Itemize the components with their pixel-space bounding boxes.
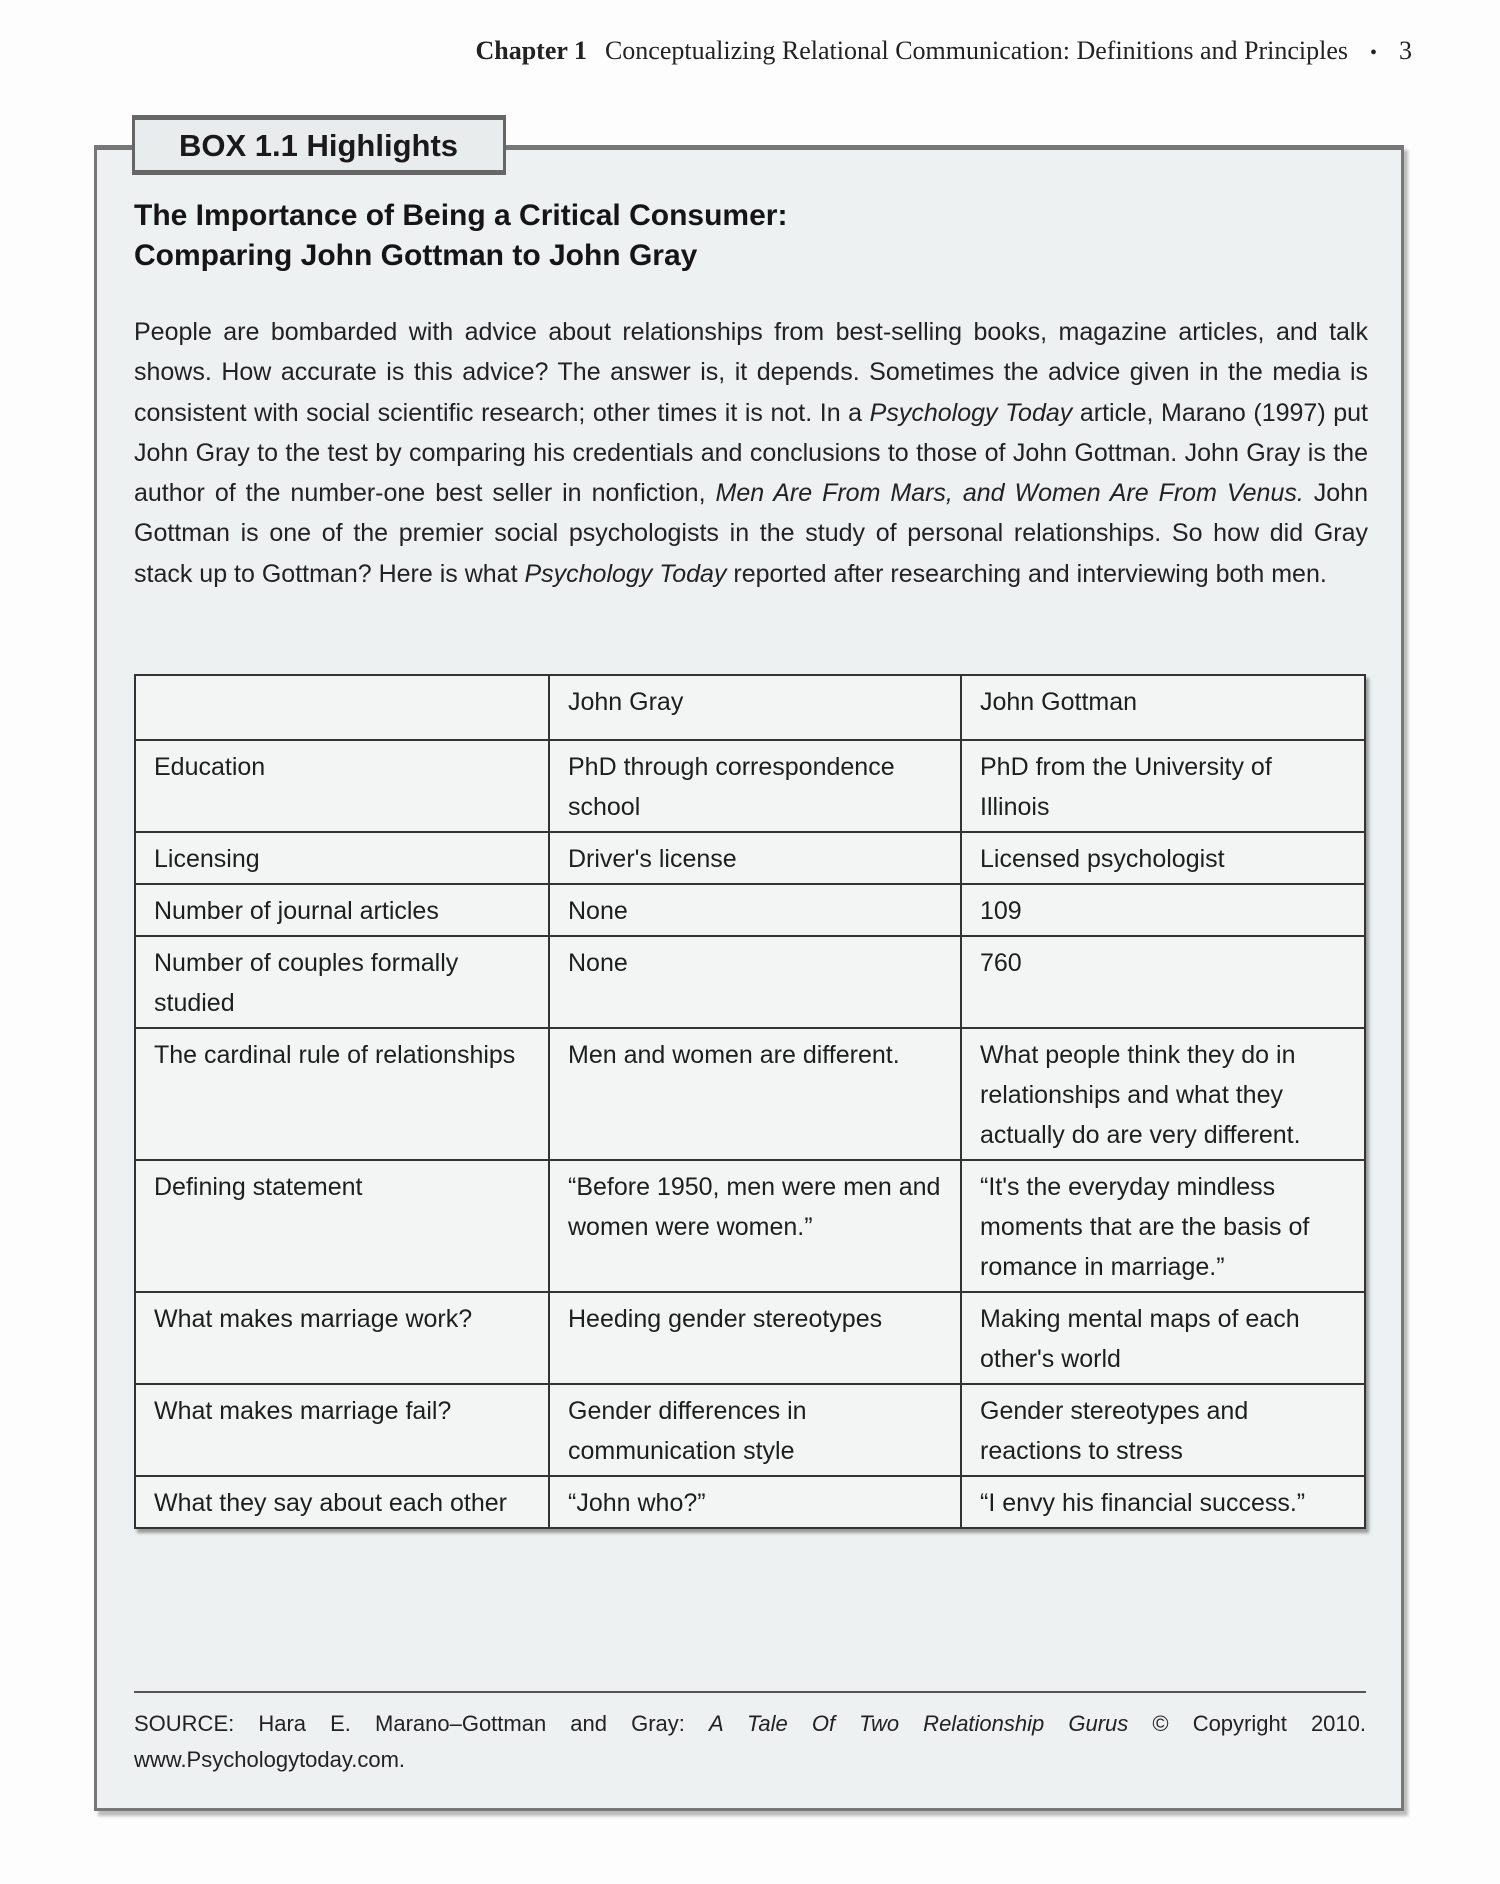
table-row xyxy=(135,1384,1365,1476)
source-title: A Tale Of Two Relationship Gurus xyxy=(709,1711,1129,1736)
table-cell: Education xyxy=(135,740,549,832)
table-row xyxy=(135,884,1365,936)
table-cell: The cardinal rule of relationships xyxy=(135,1028,549,1160)
table-cell: Making mental maps of each other's world xyxy=(961,1292,1365,1384)
table-cell: What people think they do in relationships and what they actually do are very different. xyxy=(961,1028,1365,1160)
table-cell: None xyxy=(549,936,961,1028)
table-cell: What makes marriage work? xyxy=(135,1292,549,1384)
running-head xyxy=(475,36,1412,66)
table-cell: “I envy his financial success.” xyxy=(961,1476,1365,1528)
table-cell: Number of journal articles xyxy=(135,884,549,936)
table-row xyxy=(135,1028,1365,1160)
table-row xyxy=(135,832,1365,884)
chapter-label: Chapter 1 xyxy=(475,36,587,65)
table-cell: “Before 1950, men were men and women were women.” xyxy=(549,1160,961,1292)
paragraph-segment: article, Marano (1997) put John Gray to the test by comparing his credentials and conclusions to those of John Gottman. John Gray is the author of the number-one best seller in nonfiction, xyxy=(134,398,1368,508)
table-cell: None xyxy=(549,884,961,936)
table-cell: PhD from the University of Illinois xyxy=(961,740,1365,832)
table-cell: Defining statement xyxy=(135,1160,549,1292)
header-cell xyxy=(135,675,549,740)
table-row xyxy=(135,1476,1365,1528)
source-note xyxy=(134,1706,1366,1778)
paragraph-segment: People are bombarded with advice about relationships from best-selling books, magazine articles, and talk shows. How accurate is this advice? The answer is, it depends. Sometimes the advice given in the media is consistent with social scientific research; other times it is not. In a xyxy=(134,318,1368,427)
table-cell: Driver's license xyxy=(549,832,961,884)
box-title xyxy=(134,196,787,276)
paragraph-segment: Psychology Today xyxy=(869,398,1073,427)
page-number: 3 xyxy=(1399,36,1412,65)
table-cell: Heeding gender stereotypes xyxy=(549,1292,961,1384)
table-row xyxy=(135,1160,1365,1292)
paragraph-segment: John Gottman is one of the premier social psychologists in the study of personal relationships. So how did Gray stack up to Gottman? Here is what xyxy=(134,479,1368,588)
intro-paragraph xyxy=(134,312,1368,594)
table-cell: PhD through correspondence school xyxy=(549,740,961,832)
header-cell: John Gray xyxy=(549,675,961,740)
table-cell: 109 xyxy=(961,884,1365,936)
header-cell: John Gottman xyxy=(961,675,1365,740)
table-cell: Number of couples formally studied xyxy=(135,936,549,1028)
table-cell: “John who?” xyxy=(549,1476,961,1528)
source-prefix: SOURCE: Hara E. Marano–Gottman and Gray: xyxy=(134,1711,709,1736)
table-cell: 760 xyxy=(961,936,1365,1028)
paragraph-segment: reported after researching and interviewing both men. xyxy=(726,559,1327,588)
table-row xyxy=(135,936,1365,1028)
box-title-line1: The Importance of Being a Critical Consumer: xyxy=(134,199,788,232)
bullet-separator: • xyxy=(1369,41,1377,64)
table-cell: Licensed psychologist xyxy=(961,832,1365,884)
table-cell: Gender differences in communication style xyxy=(549,1384,961,1476)
box-title-line2: Comparing John Gottman to John Gray xyxy=(134,239,698,272)
table-cell: What they say about each other xyxy=(135,1476,549,1528)
table-cell: What makes marriage fail? xyxy=(135,1384,549,1476)
source-suffix: © Copyright 2010. www.Psychologytoday.com. xyxy=(134,1711,1366,1772)
table-cell: Licensing xyxy=(135,832,549,884)
table-header-row xyxy=(135,675,1365,740)
box-label: BOX 1.1 Highlights xyxy=(132,115,506,175)
table-cell: “It's the everyday mindless moments that are the basis of romance in marriage.” xyxy=(961,1160,1365,1292)
paragraph-segment: Men Are From Mars, and Women Are From Venus. xyxy=(715,479,1304,508)
table-row xyxy=(135,1292,1365,1384)
comparison-table xyxy=(134,674,1366,1529)
table-cell: Men and women are different. xyxy=(549,1028,961,1160)
table-cell: Gender stereotypes and reactions to stress xyxy=(961,1384,1365,1476)
paragraph-segment: Psychology Today xyxy=(524,559,727,588)
chapter-title: Conceptualizing Relational Communication: Definitions and Principles xyxy=(604,36,1348,65)
table-row xyxy=(135,740,1365,832)
divider xyxy=(134,1691,1366,1693)
